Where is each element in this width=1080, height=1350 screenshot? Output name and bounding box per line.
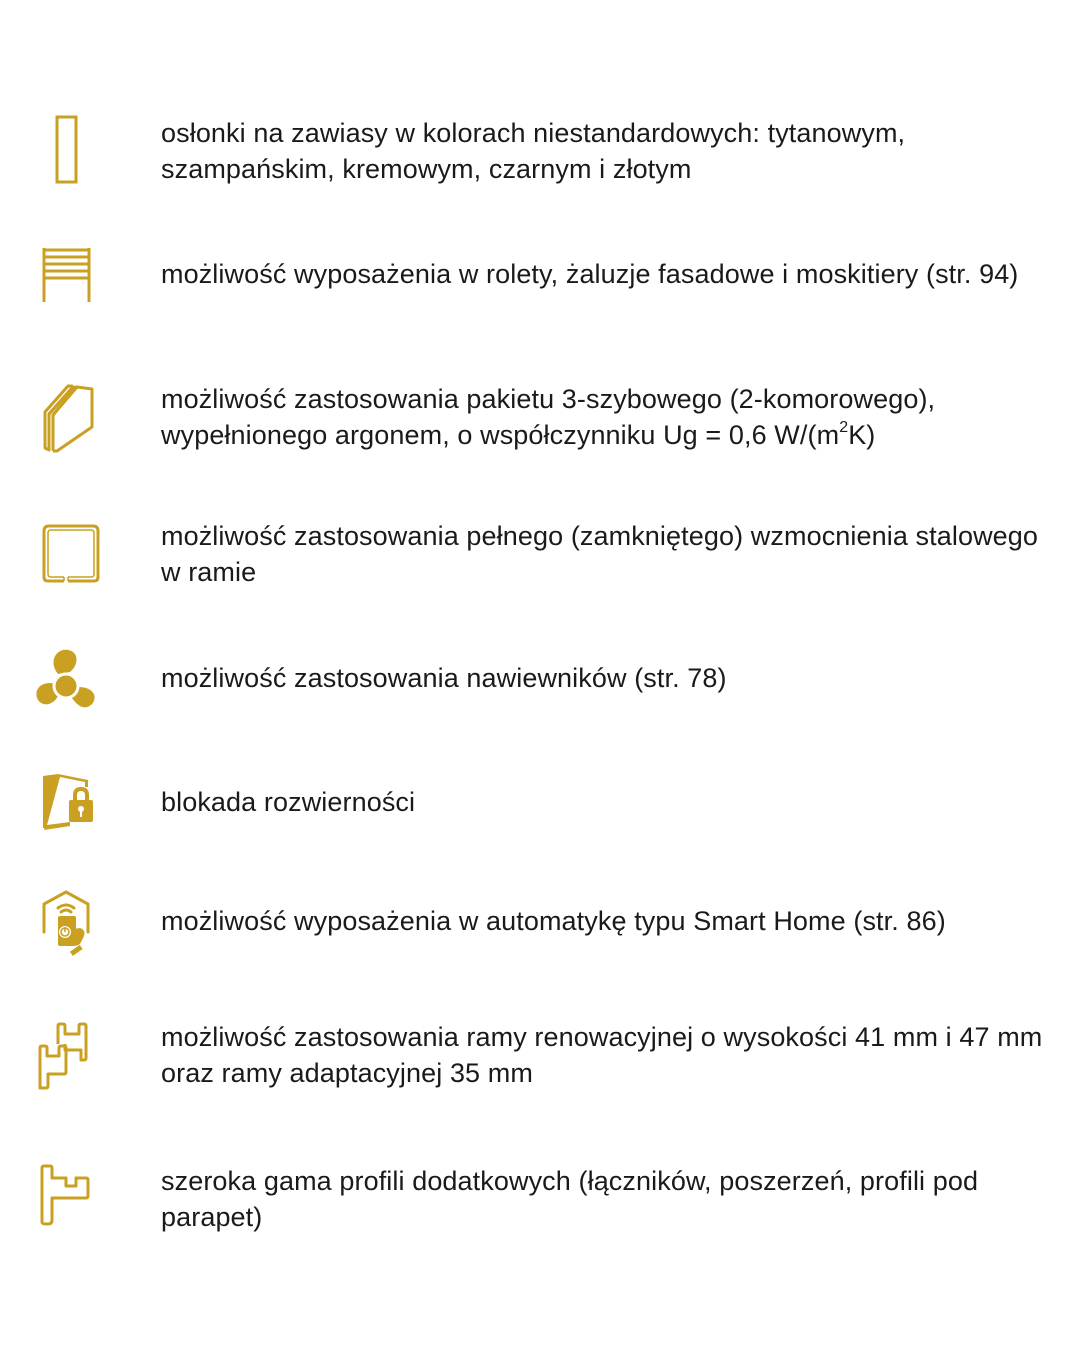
feature-text: możliwość zastosowania ramy renowacyjnej o wysokości 41 mm i 47 mm oraz ramy adaptacyjnej 35 mm xyxy=(161,1022,1043,1088)
feature-text-main: możliwość zastosowania pakietu 3-szybowego (2-komorowego), wypełnionego argonem, o współczynniku Ug = 0,6 W/(m xyxy=(161,384,936,450)
roller-shutter-icon xyxy=(30,246,102,318)
steel-reinforcement-icon xyxy=(30,522,102,594)
feature-text: blokada rozwierności xyxy=(161,787,416,817)
feature-text: możliwość zastosowania pełnego (zamkniętego) wzmocnienia stalowego w ramie xyxy=(161,521,1039,587)
feature-text: szeroka gama profili dodatkowych (łączników, poszerzeń, profili pod parapet) xyxy=(161,1166,979,1232)
feature-text: osłonki na zawiasy w kolorach niestandardowych: tytanowym, szampańskim, kremowym, czarnym i złotym xyxy=(161,118,906,184)
feature-text: możliwość wyposażenia w automatykę typu Smart Home (str. 86) xyxy=(161,906,946,936)
additional-profiles-icon xyxy=(30,1164,102,1236)
ventilator-fan-icon xyxy=(30,646,102,718)
opening-lock-icon xyxy=(30,770,102,842)
feature-text xyxy=(161,381,1056,453)
feature-text: możliwość wyposażenia w rolety, żaluzje fasadowe i moskitiery (str. 94) xyxy=(161,259,1019,289)
feature-text-end: K) xyxy=(848,420,876,450)
smart-home-icon xyxy=(30,888,102,960)
triple-glazing-icon xyxy=(30,382,102,454)
feature-text: możliwość zastosowania nawiewników (str. 78) xyxy=(161,663,727,693)
renovation-frame-icon xyxy=(30,1020,102,1092)
superscript: 2 xyxy=(839,419,849,436)
hinge-cover-icon xyxy=(30,114,102,186)
